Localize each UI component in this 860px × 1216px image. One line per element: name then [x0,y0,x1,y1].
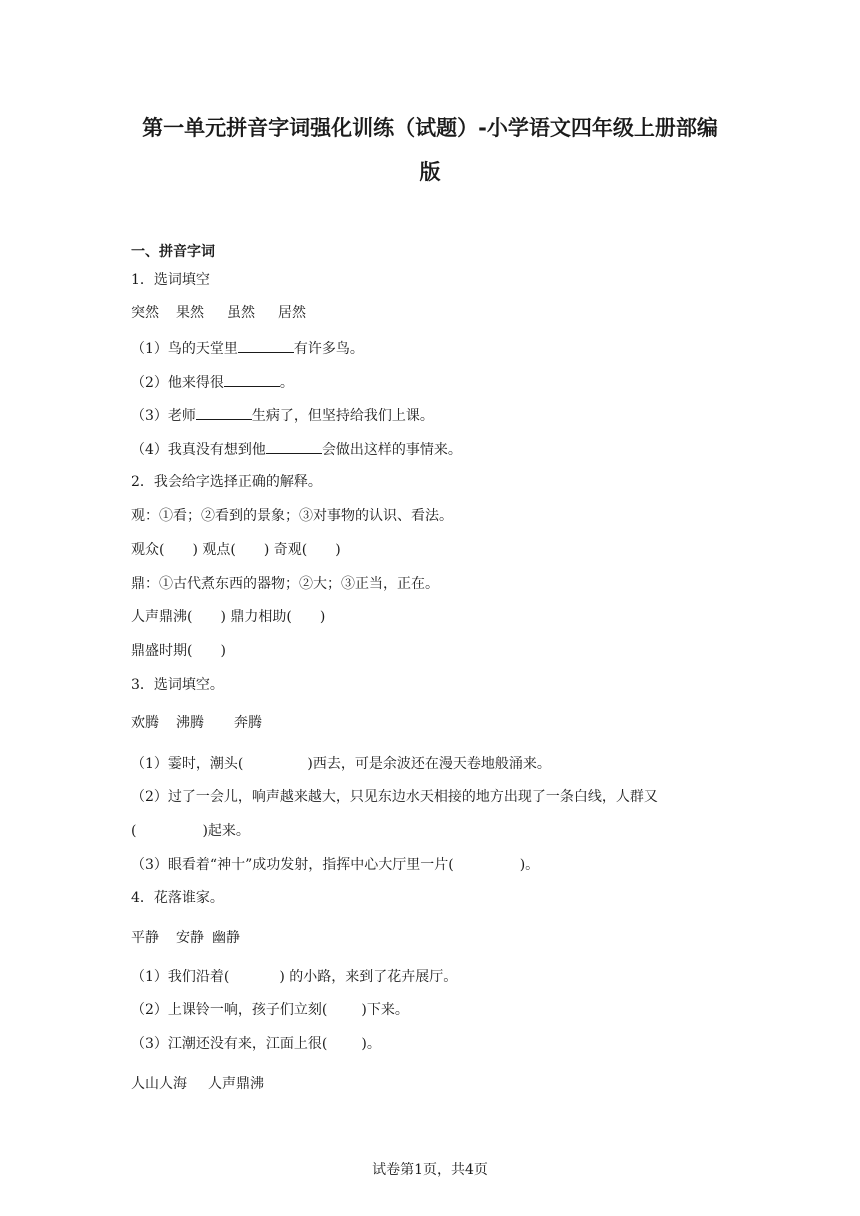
definition-ding: 鼎：①古代煮东西的器物；②大；③正当，正在。 [131,576,439,592]
word-option: 幽静 [212,930,240,946]
answer-paren[interactable]: ( ) [301,542,341,558]
word-option: 安静 [176,930,204,946]
question-1-stem: 1．选词填空 [131,272,210,288]
page-title-line-1: 第一单元拼音字词强化训练（试题）-小学语文四年级上册部编 [142,116,718,140]
page-footer: 试卷第1页，共4页 [372,1162,488,1178]
question-3-stem: 3．选词填空。 [131,677,224,693]
answer-paren[interactable]: ( ) [286,609,326,625]
question-3-word-bank [131,713,262,733]
question-1-item-2: （2）他来得很 。 [131,372,294,393]
answer-paren[interactable]: ( ) [159,542,198,558]
question-3-item-2: （2）过了一会儿，响声越来越大，只见东边水天相接的地方出现了一条白线，人群又 [131,789,658,805]
answer-paren[interactable]: ( ) [187,609,226,625]
question-4-word-bank-2 [131,1074,264,1094]
question-4-item-3: （3）江潮还没有来，江面上很( )。 [131,1036,381,1052]
word-option: 人山人海 [131,1076,187,1092]
word-option: 欢腾 [131,715,159,731]
answer-blank[interactable] [238,338,294,353]
word-option: 虽然 [227,305,255,321]
question-1-item-3: （3）老师 生病了，但坚持给我们上课。 [131,405,434,426]
word-option: 平静 [131,930,159,946]
question-4-item-1: （1）我们沿着( ) 的小路，来到了花卉展厅。 [131,969,458,985]
question-1-item-4: （4）我真没有想到他 会做出这样的事情来。 [131,439,462,460]
answer-blank[interactable] [196,405,252,420]
answer-blank[interactable] [224,372,280,387]
question-1-word-bank [131,303,306,323]
word-option: 奔腾 [234,715,262,731]
question-4-stem: 4．花落谁家。 [131,890,224,906]
question-2-row-1: 观众( ) 观点( ) 奇观( ) [131,542,341,558]
question-3-item-3: （3）眼看着“神十”成功发射，指挥中心大厅里一片( )。 [131,857,540,873]
word-option: 突然 [131,305,159,321]
question-4-item-2: （2）上课铃一响，孩子们立刻( )下来。 [131,1002,409,1018]
page-title-line-2: 版 [419,160,441,184]
word-option: 果然 [176,305,204,321]
definition-guan: 观：①看；②看到的景象；③对事物的认识、看法。 [131,508,453,524]
answer-paren[interactable]: ( ) [230,542,270,558]
word-option: 人声鼎沸 [208,1076,264,1092]
word-option: 居然 [278,305,306,321]
word-option: 沸腾 [176,715,204,731]
answer-paren[interactable]: ( ) [187,643,226,659]
question-4-word-bank [131,928,240,948]
question-3-item-1: （1）霎时，潮头( )西去，可是余波还在漫天卷地般涌来。 [131,756,551,772]
section-heading: 一、拼音字词 [131,244,215,260]
question-1-item-1: （1）鸟的天堂里 有许多鸟。 [131,338,364,359]
question-2-row-3: 鼎盛时期( ) [131,643,226,659]
question-3-item-2-cont: ( )起来。 [131,823,250,839]
question-2-stem: 2．我会给字选择正确的解释。 [131,474,322,490]
question-2-row-2: 人声鼎沸( ) 鼎力相助( ) [131,609,326,625]
answer-blank[interactable] [266,439,322,454]
